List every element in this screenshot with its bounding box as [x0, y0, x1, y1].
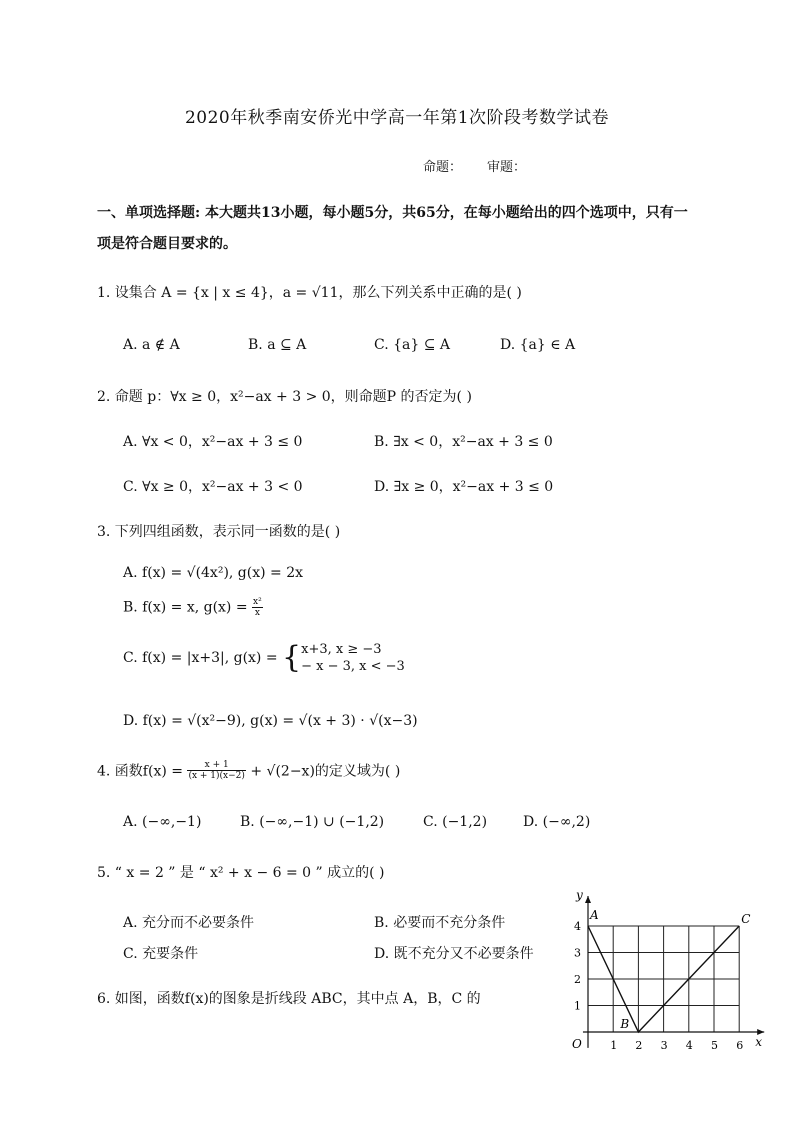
- q2-option-c: C. ∀x ≥ 0，x²−ax + 3 < 0: [123, 479, 303, 495]
- x-axis-label: x: [755, 1035, 762, 1049]
- question-1-stem: 1. 设集合 A = {x | x ≤ 4}，a = √11，那么下列关系中正确的是( ): [97, 285, 522, 301]
- y-tick-label: 1: [574, 999, 581, 1013]
- proposer-label: 命题：: [423, 160, 463, 175]
- q3-option-b-fraction: [252, 597, 263, 618]
- q3-option-a: A. f(x) = √(4x²), g(x) = 2x: [123, 565, 304, 581]
- q5-option-c: C. 充要条件: [123, 946, 199, 962]
- q4-stem-prefix: 4. 函数f(x) =: [97, 763, 188, 780]
- page-title: 2020年秋季南安侨光中学高一年第1次阶段考数学试卷: [184, 108, 610, 128]
- x-tick-label: 4: [685, 1039, 693, 1052]
- q3-option-b-denominator: x: [254, 608, 260, 618]
- q2-option-d: D. ∃x ≥ 0，x²−ax + 3 ≤ 0: [374, 479, 554, 495]
- q4-option-d: D. (−∞,2): [523, 814, 591, 830]
- q2-option-a: A. ∀x < 0，x²−ax + 3 ≤ 0: [123, 434, 303, 450]
- q3-option-c: [123, 641, 405, 675]
- q4-option-b: B. (−∞,−1) ∪ (−1,2): [240, 814, 385, 830]
- q1-option-a: A. a ∉ A: [123, 337, 180, 353]
- q3-option-b-numerator: x²: [253, 597, 262, 607]
- q5-option-a: A. 充分而不必要条件: [123, 915, 255, 931]
- q4-option-c: C. (−1,2): [423, 814, 488, 830]
- point-label-a: A: [590, 908, 599, 922]
- origin-label: O: [572, 1037, 582, 1051]
- q3-option-b: [123, 597, 263, 618]
- section-heading-line2: 项是符合题目要求的。: [97, 236, 237, 252]
- y-tick-label: 3: [574, 946, 581, 960]
- q1-option-d: D. {a} ∈ A: [500, 337, 576, 353]
- x-tick-label: 6: [736, 1039, 744, 1052]
- x-tick-label: 5: [711, 1039, 718, 1052]
- function-graph-figure: [560, 884, 775, 1066]
- q3-option-c-case2: − x − 3, x < −3: [301, 659, 405, 674]
- y-tick-label: 4: [574, 920, 581, 933]
- question-5-stem: 5. “ x = 2 ” 是 “ x² + x − 6 = 0 ” 成立的( ): [97, 865, 385, 881]
- x-tick-label: 2: [635, 1039, 643, 1052]
- q1-option-b: B. a ⊆ A: [248, 337, 307, 353]
- question-2-stem: 2. 命题 p：∀x ≥ 0，x²−ax + 3 > 0，则命题P 的否定为( ): [97, 389, 472, 405]
- y-axis-arrow: [585, 896, 591, 903]
- q4-fraction-denominator: (x + 1)(x−2): [188, 771, 245, 781]
- reviewer-label: 审题：: [487, 160, 527, 175]
- q2-option-b: B. ∃x < 0，x²−ax + 3 ≤ 0: [374, 434, 553, 450]
- q4-fraction: [187, 760, 245, 781]
- y-tick-label: 2: [574, 973, 581, 986]
- q3-option-c-cases: [301, 641, 405, 675]
- q3-option-c-case1: x+3, x ≥ −3: [301, 642, 382, 657]
- y-axis-label: y: [576, 888, 583, 902]
- question-6-stem: 6. 如图，函数f(x)的图象是折线段 ABC，其中点 A，B，C 的: [97, 991, 481, 1007]
- q4-fraction-numerator: x + 1: [187, 760, 245, 771]
- graph-grid: [588, 926, 739, 1032]
- x-tick-label: 3: [660, 1039, 668, 1052]
- q3-option-d: D. f(x) = √(x²−9), g(x) = √(x + 3) · √(x−3): [123, 713, 418, 729]
- section-heading-line1: 一、单项选择题: 本大题共13小题，每小题5分，共65分，在每小题给出的四个选项中，只有一: [97, 205, 688, 221]
- point-label-c: C: [741, 912, 751, 926]
- q4-stem-suffix: + √(2−x)的定义域为( ): [245, 763, 401, 780]
- point-label-b: B: [620, 1017, 630, 1031]
- x-tick-label: 1: [610, 1039, 618, 1052]
- q3-option-c-brace: {: [282, 640, 302, 675]
- question-3-stem: 3. 下列四组函数，表示同一函数的是( ): [97, 524, 341, 540]
- q5-option-b: B. 必要而不充分条件: [374, 915, 506, 931]
- q5-option-d: D. 既不充分又不必要条件: [374, 946, 534, 962]
- question-4-stem: [97, 760, 400, 781]
- q1-option-c: C. {a} ⊆ A: [374, 337, 451, 353]
- q3-option-b-text: B. f(x) = x, g(x) =: [123, 599, 253, 616]
- q4-option-a: A. (−∞,−1): [123, 814, 202, 830]
- graph-axes: [572, 888, 764, 1051]
- q3-option-c-text: C. f(x) = |x+3|, g(x) =: [123, 650, 283, 666]
